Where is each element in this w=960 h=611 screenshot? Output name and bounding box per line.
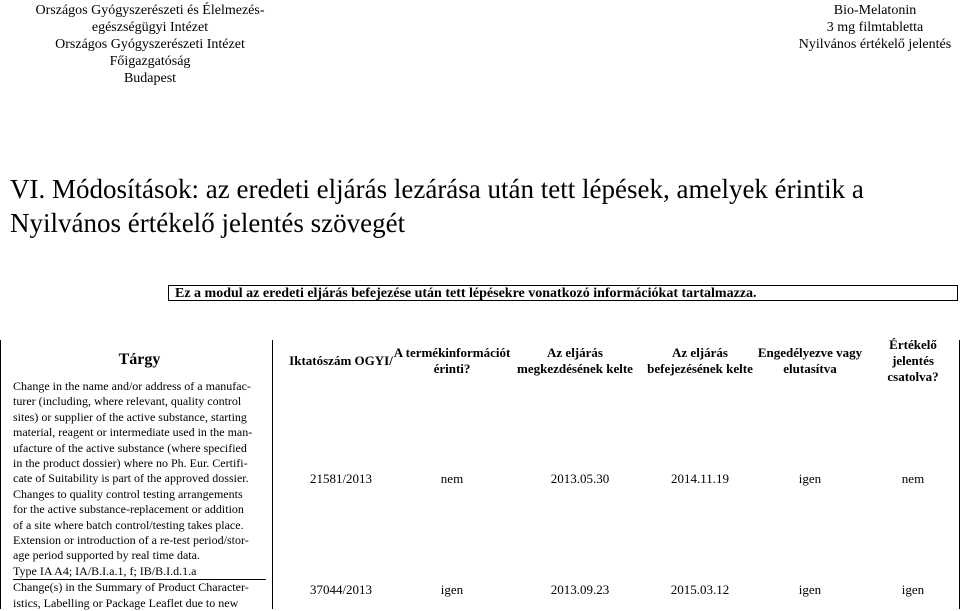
description-line: istics, Labelling or Package Leaflet due to new <box>13 595 239 610</box>
description-line: for the active substance-replacement or addition <box>13 502 244 517</box>
product-block <box>790 2 960 53</box>
product-name: Bio-Melatonin <box>833 3 917 18</box>
col-header-report: Értékelő jelentés csatolva? <box>887 337 939 384</box>
description-line: Change in the name and/or address of a manufac- <box>13 379 251 393</box>
col-header-end-date: Az eljárás befejezésének kelte <box>647 345 753 376</box>
row1-report: nem <box>901 471 925 486</box>
column-divider <box>272 340 273 609</box>
row1-start-date: 2013.05.30 <box>550 471 610 486</box>
module-note: Ez a modul az eredeti eljárás befejezése után tett lépésekre vonatkozó információkat tartalmazza. <box>168 285 958 301</box>
issuer-line: Budapest <box>123 71 177 86</box>
row1-decision: igen <box>798 471 822 486</box>
row1-end-date: 2014.11.19 <box>670 471 730 486</box>
issuer-line: egészségügyi Intézet <box>91 20 209 35</box>
row2-affects: igen <box>440 582 464 597</box>
description-line: of a site where batch control/testing takes place. <box>13 517 244 532</box>
row2-decision: igen <box>798 582 822 597</box>
col-header-reg-no: Iktatószám OGYI/ <box>289 353 393 368</box>
issuer-block <box>0 2 300 87</box>
description-line: Type IA A4; IA/B.I.a.1, f; IB/B.I.d.1.a <box>13 564 266 580</box>
issuer-line: Országos Gyógyszerészeti Intézet <box>55 37 245 52</box>
description-line: turer (including, where relevant, quality control <box>13 394 242 409</box>
subject-header: Tárgy <box>118 351 161 368</box>
row1-affects: nem <box>440 471 464 486</box>
description-line: material, reagent or intermediate used in the man- <box>13 425 253 440</box>
description-line: Changes to quality control testing arrangements <box>13 486 243 501</box>
col-header-start-date: Az eljárás megkezdésének kelte <box>517 345 633 376</box>
row2-reg-no: 37044/2013 <box>309 582 373 597</box>
description-line: cate of Suitability is part of the approved dossier. <box>13 471 249 486</box>
description-line: Change(s) in the Summary of Product Character- <box>13 580 249 595</box>
col-header-affects: A termékinformációt érinti? <box>393 345 511 376</box>
row1-reg-no: 21581/2013 <box>309 471 373 486</box>
row2-end-date: 2015.03.12 <box>670 582 730 597</box>
col-header-decision: Engedélyezve vagy elutasítva <box>757 345 863 376</box>
description-line: sites) or supplier of the active substance, starting <box>13 409 247 424</box>
description-line: ufacture of the active substance (where specified <box>13 440 247 455</box>
report-type: Nyilvános értékelő jelentés <box>798 37 952 52</box>
change-description <box>13 379 266 611</box>
description-line: age period supported by real time data. <box>13 548 200 563</box>
row2-report: igen <box>901 582 925 597</box>
description-line: Extension or introduction of a re-test period/stor- <box>13 533 249 548</box>
description-line: in the product dossier) where no Ph. Eur. Certifi- <box>13 456 248 471</box>
issuer-line: Országos Gyógyszerészeti és Élelmezés- <box>35 3 265 18</box>
section-title: VI. Módosítások: az eredeti eljárás lezárása után tett lépések, amelyek érintik a Nyilvános értékelő jelentés szövegét <box>10 174 864 238</box>
issuer-line: Főigazgatóság <box>109 54 191 69</box>
product-form: 3 mg filmtabletta <box>826 20 924 35</box>
row2-start-date: 2013.09.23 <box>550 582 610 597</box>
